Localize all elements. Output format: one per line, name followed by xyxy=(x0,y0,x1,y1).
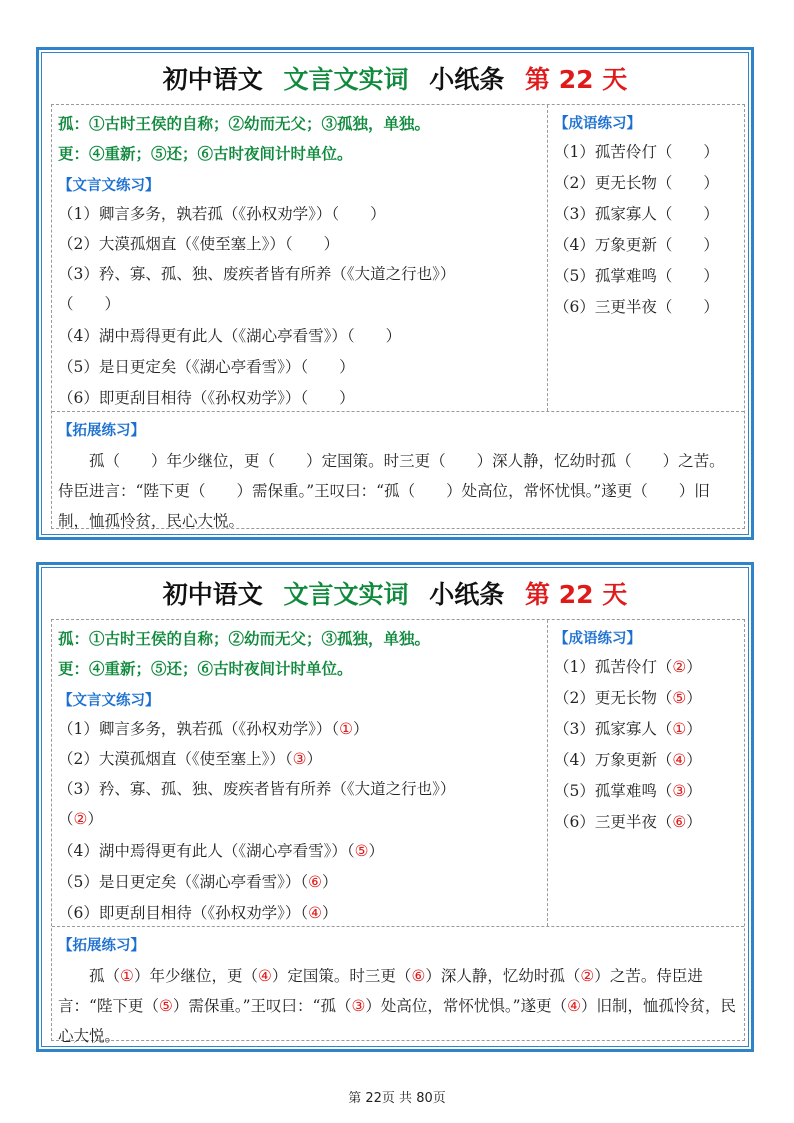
exercise-card-answers xyxy=(36,562,754,1052)
idiom-item: （6）三更半夜（ ） xyxy=(554,298,719,316)
title-day: 第 22 天 xyxy=(525,580,628,609)
answer-mark: ⑥ xyxy=(411,967,426,985)
definition-geng: 更：④重新；⑤还；⑥古时夜间计时单位。 xyxy=(58,659,353,678)
classical-item: （5）是日更定矣（《湖心亭看雪》）（⑥） xyxy=(58,873,338,891)
classical-item: （2）大漠孤烟直（《使至塞上》）（③） xyxy=(58,750,323,768)
answer-mark: ② xyxy=(672,658,687,676)
classical-item: （4）湖中焉得更有此人（《湖心亭看雪》）（ ） xyxy=(58,327,402,345)
card-title xyxy=(39,60,751,100)
title-type: 小纸条 xyxy=(429,65,505,94)
definition-gu: 孤：①古时王侯的自称；②幼而无父；③孤独，单独。 xyxy=(58,629,431,648)
card-title xyxy=(39,575,751,615)
answer-mark: ① xyxy=(672,720,687,738)
idiom-item: （3）孤家寡人（ ） xyxy=(554,205,719,223)
idiom-item: （1）孤苦伶仃（②） xyxy=(554,658,702,676)
idiom-item: （6）三更半夜（⑥） xyxy=(554,813,702,831)
title-subject: 初中语文 xyxy=(162,580,263,609)
answer-mark: ⑥ xyxy=(308,873,323,891)
idiom-item: （4）万象更新（④） xyxy=(554,751,702,769)
extend-paragraph: 孤（ ）年少继位，更（ ）定国策。时三更（ ）深人静，忆幼时孤（ ）之苦。侍臣进言：“陛下更（ ）需保重。”王叹曰：“孤（ ）处高位，常怀忧惧。”遂更（ ）旧制，恤孤怜贫，民心大悦。 xyxy=(58,452,725,530)
answer-mark: ① xyxy=(339,720,354,738)
definition-geng: 更：④重新；⑤还；⑥古时夜间计时单位。 xyxy=(58,144,353,163)
answer-mark: ② xyxy=(580,967,595,985)
extend-heading: 【拓展练习】 xyxy=(58,423,145,439)
idiom-heading: 【成语练习】 xyxy=(554,631,641,647)
answer-mark: ⑤ xyxy=(354,842,369,860)
card-body xyxy=(51,619,745,1045)
answer-mark: ③ xyxy=(351,997,366,1015)
classical-item: （2）大漠孤烟直（《使至塞上》）（ ） xyxy=(58,235,340,253)
answer-mark: ④ xyxy=(567,997,582,1015)
title-topic: 文言文实词 xyxy=(283,580,409,609)
answer-mark: ⑤ xyxy=(158,997,173,1015)
idiom-item: （2）更无长物（⑤） xyxy=(554,689,702,707)
answer-mark: ⑤ xyxy=(672,689,687,707)
title-day: 第 22 天 xyxy=(525,65,628,94)
classical-item: （5）是日更定矣（《湖心亭看雪》）（ ） xyxy=(58,358,355,376)
exercise-card-blank xyxy=(36,47,754,540)
answer-mark: ③ xyxy=(292,750,307,768)
classical-item: （6）即更刮目相待（《孙权劝学》）（ ） xyxy=(58,389,355,407)
title-subject: 初中语文 xyxy=(162,65,263,94)
classical-item-cont: （②） xyxy=(58,810,103,828)
idiom-heading: 【成语练习】 xyxy=(554,116,641,132)
classical-item: （1）卿言多务，孰若孤（《孙权劝学》）（ ） xyxy=(58,205,386,223)
extend-panel xyxy=(52,411,744,528)
classical-item: （6）即更刮目相待（《孙权劝学》）（④） xyxy=(58,904,338,922)
extend-heading: 【拓展练习】 xyxy=(58,938,145,954)
title-topic: 文言文实词 xyxy=(283,65,409,94)
answer-mark: ③ xyxy=(672,782,687,800)
idiom-item: （5）孤掌难鸣（ ） xyxy=(554,267,719,285)
answer-mark: ④ xyxy=(257,967,272,985)
idiom-item: （4）万象更新（ ） xyxy=(554,236,719,254)
answer-mark: ② xyxy=(73,810,88,828)
extend-panel xyxy=(52,926,744,1045)
extend-paragraph: 孤（①）年少继位，更（④）定国策。时三更（⑥）深人静，忆幼时孤（②）之苦。侍臣进言：“陛下更（⑤）需保重。”王叹曰：“孤（③）处高位，常怀忧惧。”遂更（④）旧制，恤孤怜贫，民心大悦。 xyxy=(58,967,737,1045)
classical-item: （3）矜、寡、孤、独、废疾者皆有所养（《大道之行也》） xyxy=(58,265,456,283)
card-body xyxy=(51,104,745,529)
idiom-panel xyxy=(548,105,744,411)
title-type: 小纸条 xyxy=(429,580,505,609)
answer-mark: ① xyxy=(120,967,134,985)
classical-panel xyxy=(52,620,548,926)
answer-mark: ④ xyxy=(672,751,687,769)
idiom-item: （5）孤掌难鸣（③） xyxy=(554,782,702,800)
idiom-item: （1）孤苦伶仃（ ） xyxy=(554,143,719,161)
idiom-panel xyxy=(548,620,744,926)
classical-item-cont: （ ） xyxy=(58,295,121,313)
classical-heading: 【文言文练习】 xyxy=(58,693,160,709)
answer-mark: ④ xyxy=(308,904,323,922)
definition-gu: 孤：①古时王侯的自称；②幼而无父；③孤独，单独。 xyxy=(58,114,431,133)
answer-mark: ⑥ xyxy=(672,813,687,831)
classical-item: （3）矜、寡、孤、独、废疾者皆有所养（《大道之行也》） xyxy=(58,780,456,798)
idiom-item: （3）孤家寡人（①） xyxy=(554,720,702,738)
idiom-item: （2）更无长物（ ） xyxy=(554,174,719,192)
classical-heading: 【文言文练习】 xyxy=(58,178,160,194)
page-footer: 第 22页 共 80页 xyxy=(348,1091,446,1106)
classical-item: （4）湖中焉得更有此人（《湖心亭看雪》）（⑤） xyxy=(58,842,385,860)
classical-item: （1）卿言多务，孰若孤（《孙权劝学》）（①） xyxy=(58,720,369,738)
classical-panel xyxy=(52,105,548,411)
